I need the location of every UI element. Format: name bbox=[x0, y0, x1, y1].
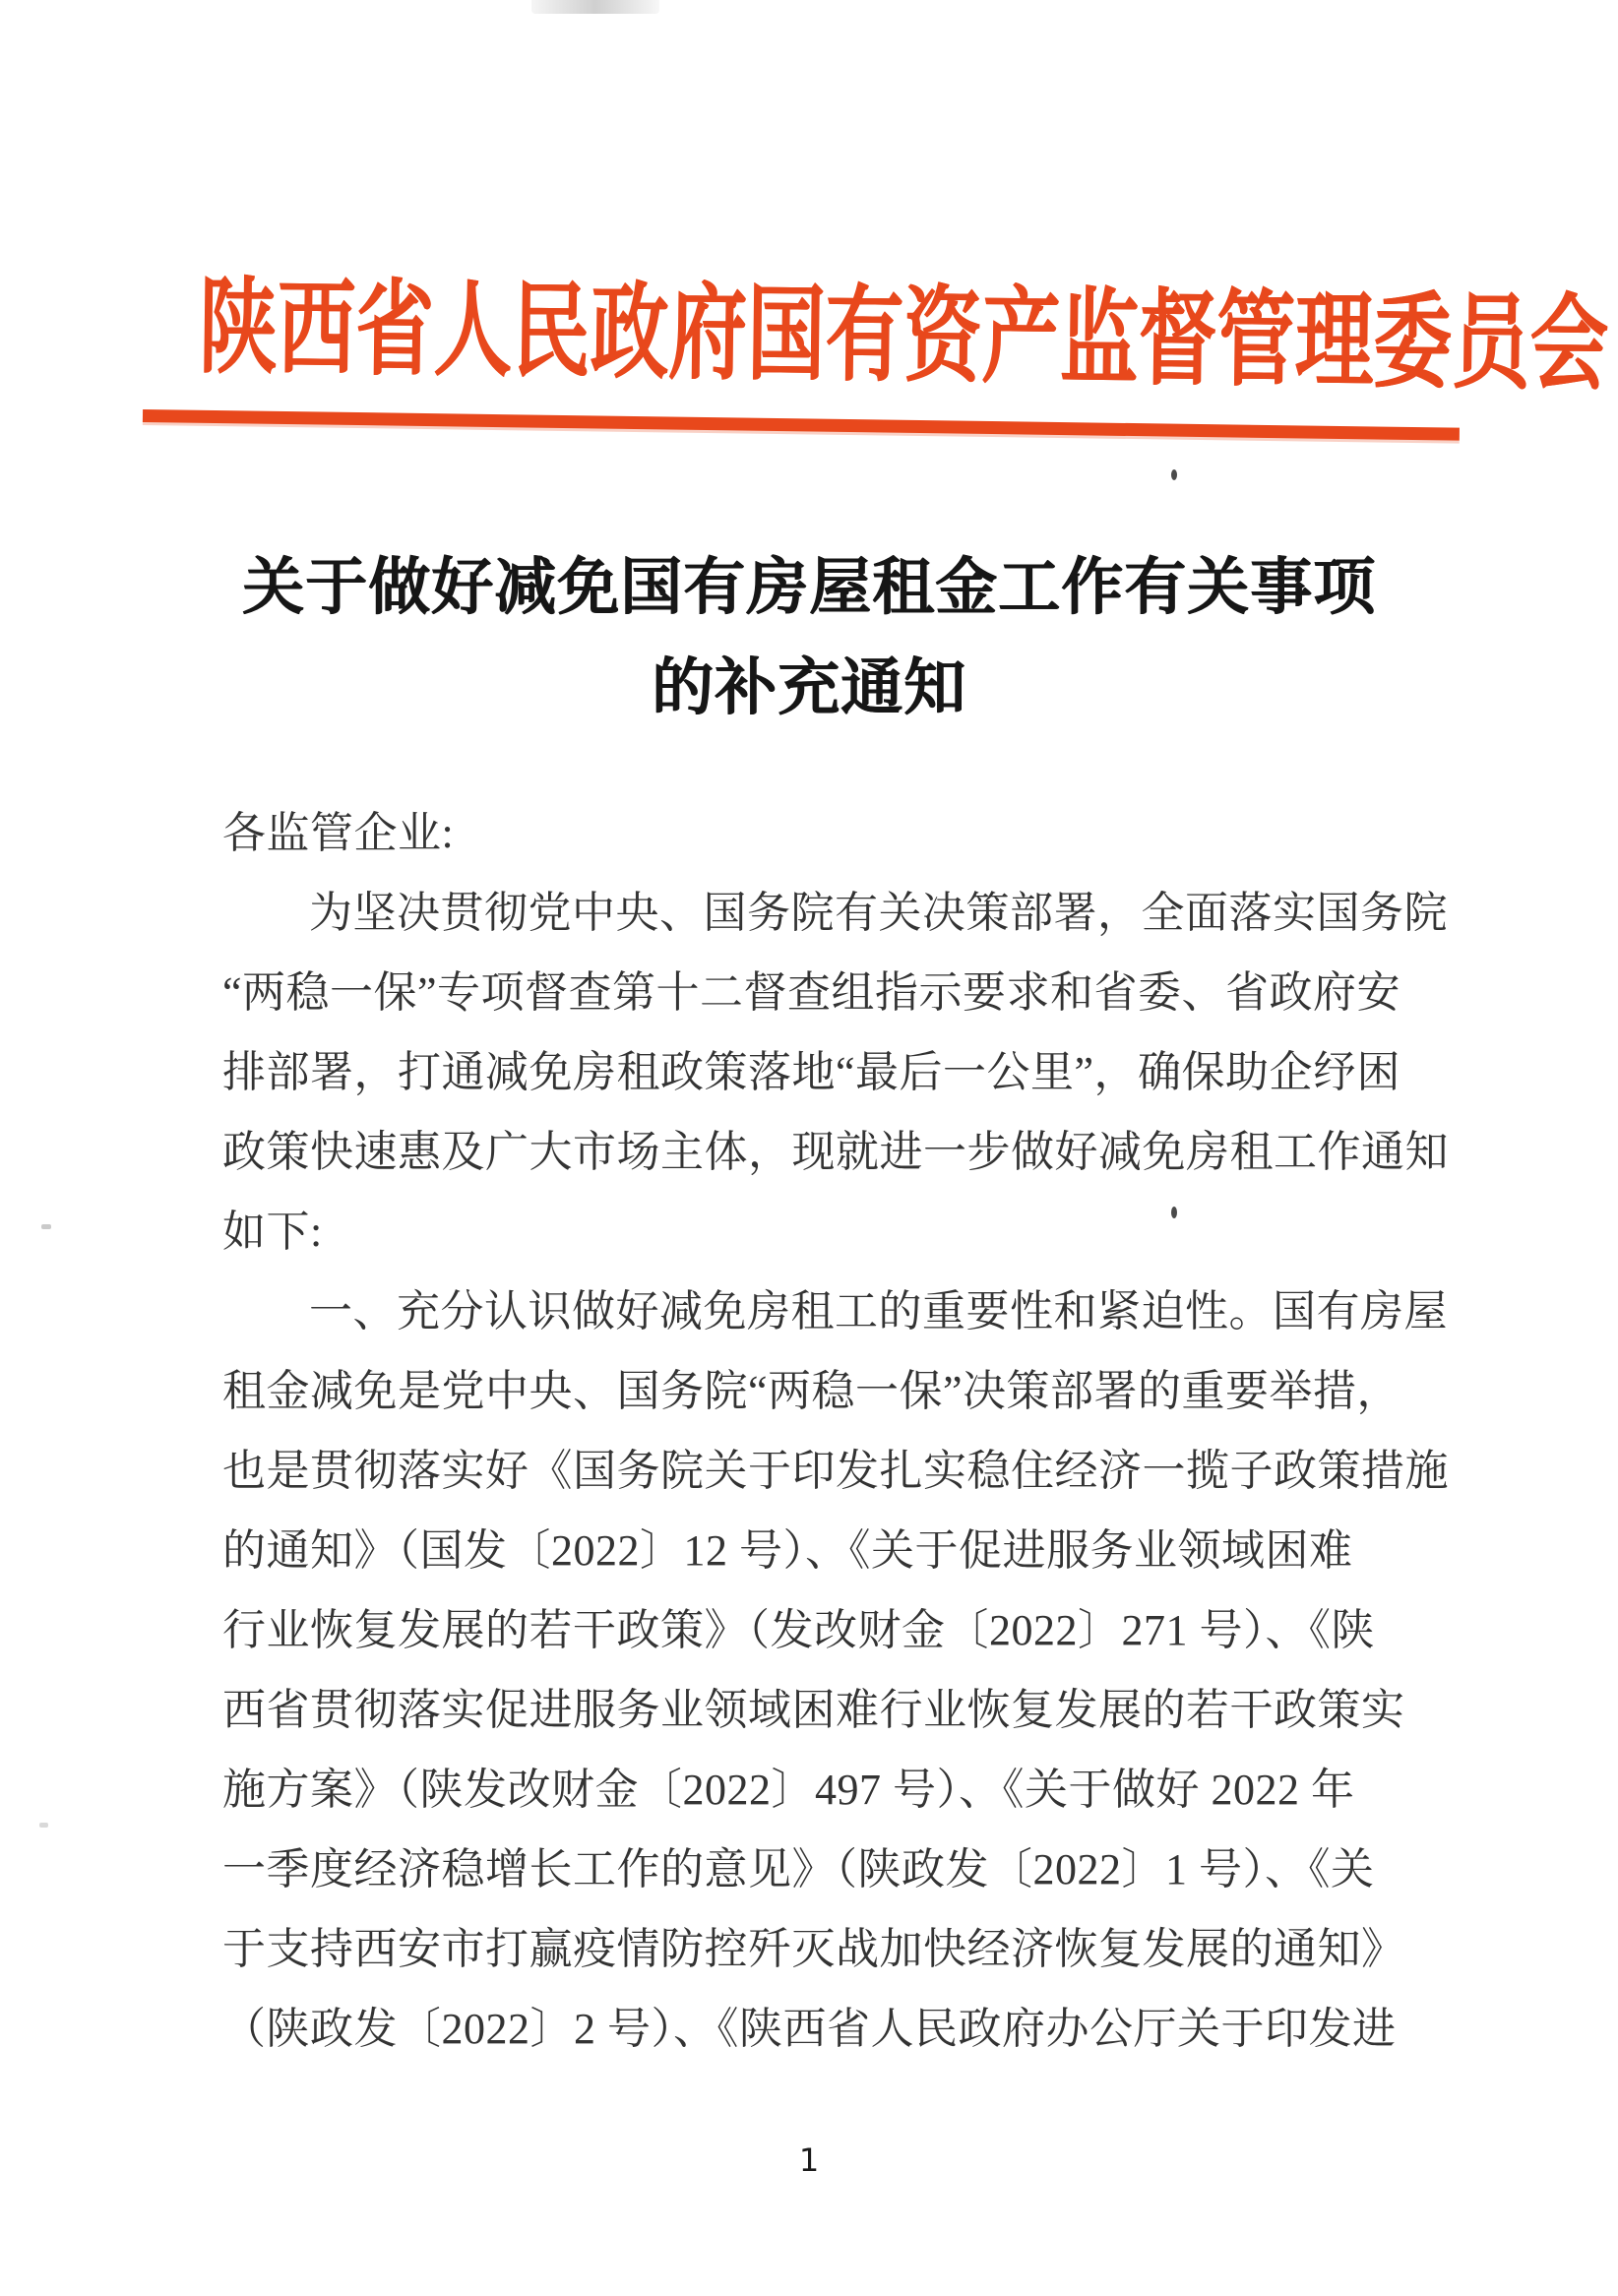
body-line: 政策快速惠及广大市场主体，现就进一步做好减免房租工作通知 bbox=[222, 1128, 1449, 1176]
body-line: 租金减免是党中央、国务院“两稳一保”决策部署的重要举措， bbox=[222, 1367, 1401, 1415]
page-number: 1 bbox=[798, 2141, 820, 2179]
body-line-section-heading: 一、充分认识做好减免房租工的重要性和紧迫性。国有房屋 bbox=[309, 1287, 1448, 1335]
body-line-salutation: 各监管企业: bbox=[222, 809, 455, 857]
body-line: 一季度经济稳增长工作的意见》（陕政发〔2022〕1 号）、《关 bbox=[222, 1845, 1375, 1893]
body-line: 西省贯彻落实促进服务业领域困难行业恢复发展的若干政策实 bbox=[222, 1686, 1405, 1734]
body-line: 于支持西安市打赢疫情防控歼灭战加快经济恢复发展的通知》 bbox=[222, 1925, 1405, 1973]
body-line: 也是贯彻落实好《国务院关于印发扎实稳住经济一揽子政策措施 bbox=[222, 1447, 1449, 1495]
scan-artifact-dot bbox=[39, 1823, 48, 1828]
body-line: 为坚决贯彻党中央、国务院有关决策部署，全面落实国务院 bbox=[309, 889, 1448, 937]
body-line: （陕政发〔2022〕2 号）、《陕西省人民政府办公厅关于印发进 bbox=[222, 2005, 1397, 2053]
scan-artifact-dot bbox=[1171, 469, 1177, 480]
document-title-line2: 的补充通知 bbox=[652, 653, 966, 722]
scan-smudge-artifact bbox=[531, 0, 659, 14]
body-line: “两稳一保”专项督查第十二督查组指示要求和省委、省政府安 bbox=[222, 968, 1401, 1017]
masthead-org-name: 陕西省人民政府国有资产监督管理委员会 bbox=[198, 271, 1609, 404]
masthead-rule bbox=[143, 409, 1460, 441]
body-line: 如下: bbox=[222, 1208, 323, 1256]
scan-artifact-dot bbox=[1171, 1207, 1177, 1218]
body-line: 的通知》（国发〔2022〕12 号）、《关于促进服务业领域困难 bbox=[222, 1526, 1353, 1575]
masthead bbox=[0, 271, 1618, 404]
body-line: 行业恢复发展的若干政策》（发改财金〔2022〕271 号）、《陕 bbox=[222, 1606, 1375, 1654]
scan-artifact-dot bbox=[41, 1224, 51, 1229]
document-body bbox=[222, 793, 1453, 2069]
body-line: 排部署，打通减免房租政策落地“最后一公里”，确保助企纾困 bbox=[222, 1048, 1401, 1096]
document-title bbox=[0, 537, 1618, 738]
body-line: 施方案》（陕发改财金〔2022〕497 号）、《关于做好 2022 年 bbox=[222, 1766, 1355, 1814]
document-title-line1: 关于做好减免国有房屋租金工作有关事项 bbox=[242, 553, 1376, 622]
